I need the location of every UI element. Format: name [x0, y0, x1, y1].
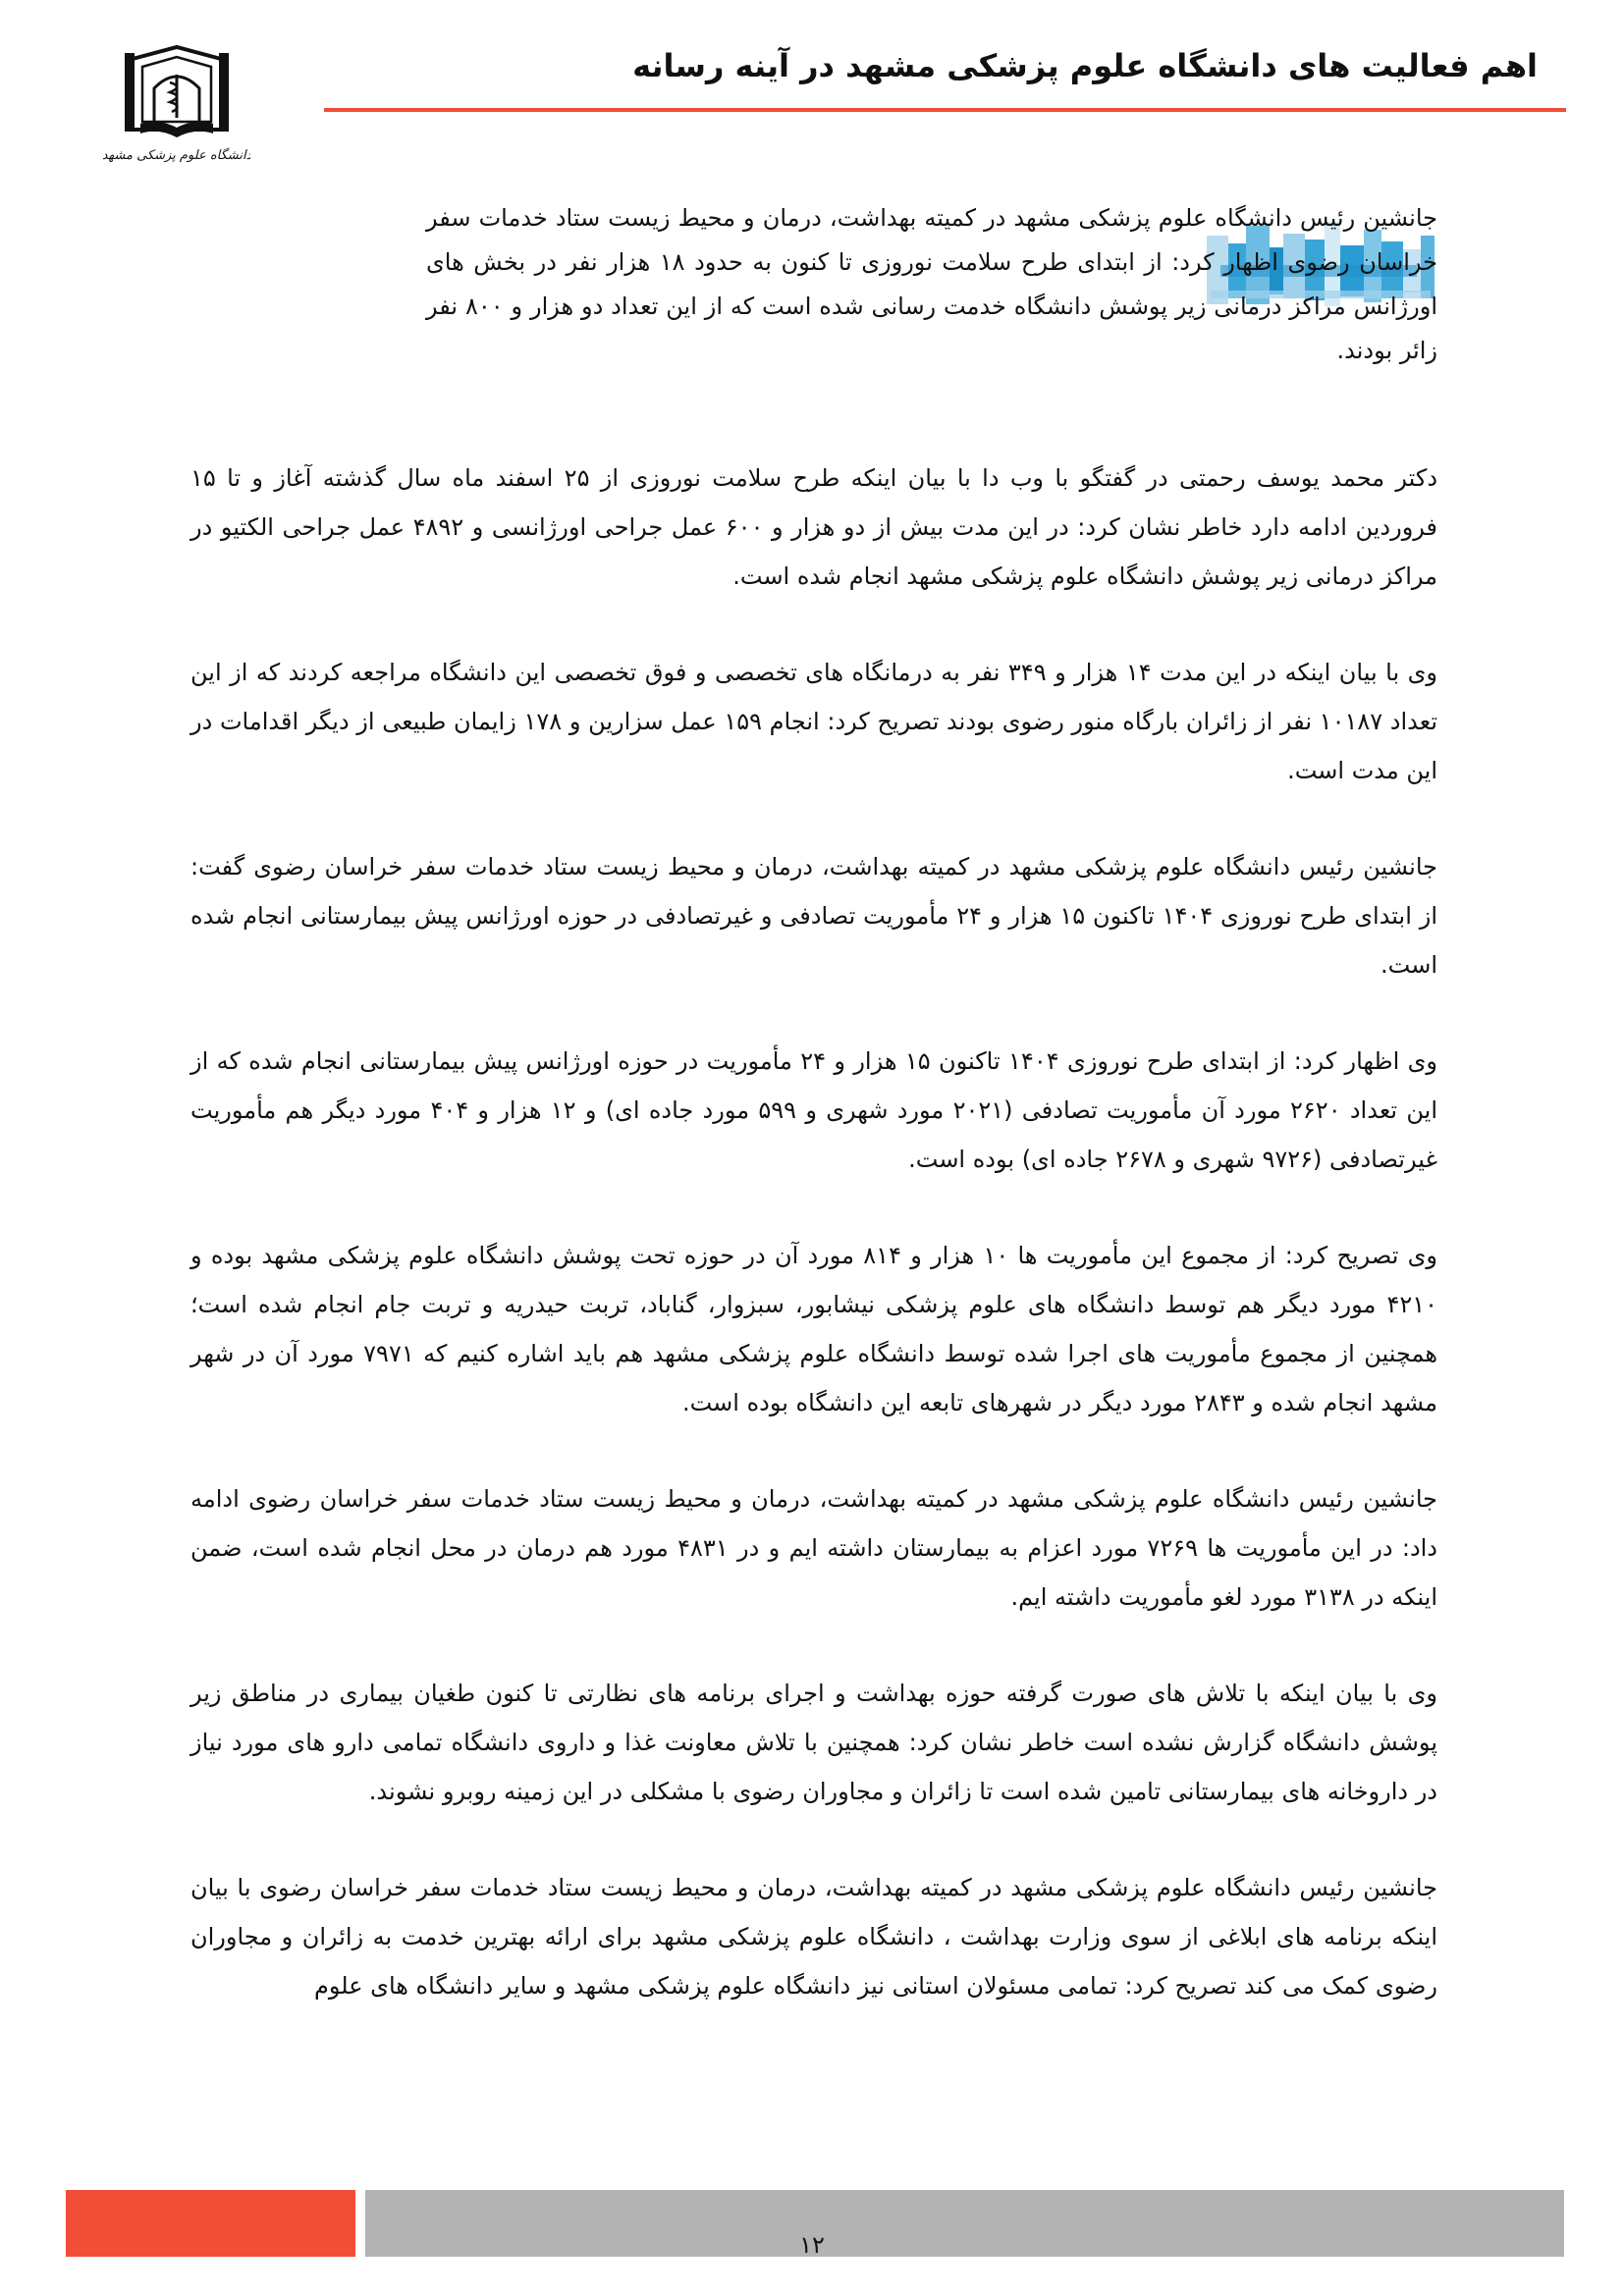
paragraph: وی با بیان اینکه در این مدت ۱۴ هزار و ۳۴۹ نفر به درمانگاه های تخصصی و فوق تخصصی این دانشگاه مراجعه کردند که از این تعداد ۱۰۱۸۷ نفر از زائران بارگاه منور رضوی بودند تصریح کرد: انجام ۱۵۹ عمل سزارین و ۱۷۸ زایمان طبیعی از دیگر اقدامات در این مدت است.: [190, 659, 1438, 784]
header-divider: [324, 108, 1566, 112]
university-emblem-icon: [103, 39, 250, 167]
article-body: [190, 454, 1437, 2057]
paragraph: وی با بیان اینکه با تلاش های صورت گرفته حوزه بهداشت و اجرای برنامه های نظارتی تا کنون طغیان بیماری در مناطق زیر پوشش دانشگاه گزارش نشده است خاطر نشان کرد: همچنین با تلاش معاونت غذا و داروی دانشگاه تمامی دارو های مورد نیاز در داروخانه های بیمارستانی تامین شده است تا زائران و مجاوران رضوی با مشکلی در این زمینه روبرو نشوند.: [190, 1680, 1437, 1805]
paragraph: وی تصریح کرد: از مجموع این مأموریت ها ۱۰ هزار و ۸۱۴ مورد آن در حوزه تحت پوشش دانشگاه علوم پزشکی مشهد بوده و ۴۲۱۰ مورد دیگر هم توسط دانشگاه های علوم پزشکی نیشابور، سبزوار، گناباد، تربت حیدریه و تربت جام انجام شده است؛ همچنین از مجموع مأموریت های اجرا شده توسط دانشگاه علوم پزشکی مشهد هم باید اشاره کنیم که ۷۹۷۱ مورد آن در شهر مشهد انجام شده و ۲۸۴۳ مورد دیگر در شهرهای تابعه این دانشگاه بوده است.: [190, 1242, 1437, 1416]
paragraph: جانشین رئیس دانشگاه علوم پزشکی مشهد در کمیته بهداشت، درمان و محیط زیست ستاد خدمات سفر خراسان رضوی ادامه داد: در این مأموریت ها ۷۲۶۹ مورد اعزام به بیمارستان داشته ایم و در ۴۸۳۱ مورد هم درمان در محل انجام شده است، ضمن اینکه در ۳۱۳۸ مورد لغو مأموریت داشته ایم.: [190, 1485, 1437, 1611]
paragraph: جانشین رئیس دانشگاه علوم پزشکی مشهد در کمیته بهداشت، درمان و محیط زیست ستاد خدمات سفر خراسان رضوی گفت: از ابتدای طرح نوروزی ۱۴۰۴ تاکنون ۱۵ هزار و ۲۴ مأموریت تصادفی و غیرتصادفی در حوزه اورژانس پیش بیمارستانی انجام شده است.: [190, 853, 1437, 979]
paragraph: وی اظهار کرد: از ابتدای طرح نوروزی ۱۴۰۴ تاکنون ۱۵ هزار و ۲۴ مأموریت در حوزه اورژانس پیش بیمارستانی انجام شده که از این تعداد ۲۶۲۰ مورد آن مأموریت تصادفی (۲۰۲۱ مورد شهری و ۵۹۹ مورد جاده ای) و ۱۲ هزار و ۴۰۴ مورد دیگر هم مأموریت غیرتصادفی (۹۷۲۶ شهری و ۲۶۷۸ جاده ای) بوده است.: [190, 1047, 1437, 1173]
intro-paragraph: جانشین رئیس دانشگاه علوم پزشکی مشهد در کمیته بهداشت، درمان و محیط زیست ستاد خدمات سفر خراسان رضوی اظهار کرد: از ابتدای طرح سلامت نوروزی تا کنون به حدود ۱۸ هزار نفر در بخش های اورژانس مراکز درمانی زیر پوشش دانشگاه خدمت رسانی شده است که از این تعداد دو هزار و ۸۰۰ نفر زائر بودند.: [426, 204, 1437, 364]
paragraph: دکتر محمد یوسف رحمتی در گفتگو با وب دا با بیان اینکه طرح سلامت نوروزی از ۲۵ اسفند ماه سال گذشته آغاز و تا ۱۵ فروردین ادامه دارد خاطر نشان کرد: در این مدت بیش از دو هزار و ۶۰۰ عمل جراحی اورژانسی و ۴۸۹۲ عمل جراحی الکتیو در مراکز درمانی زیر پوشش دانشگاه علوم پزشکی مشهد انجام شده است.: [190, 464, 1438, 590]
page-number: ۱۲: [799, 2231, 825, 2259]
page-title: اهم فعالیت های دانشگاه علوم پزشکی مشهد در آینه رسانه: [632, 47, 1538, 84]
logo-caption: دانشگاه علوم پزشکی مشهد: [103, 148, 250, 163]
paragraph: جانشین رئیس دانشگاه علوم پزشکی مشهد در کمیته بهداشت، درمان و محیط زیست ستاد خدمات سفر خراسان رضوی با بیان اینکه برنامه های ابلاغی از سوی وزارت بهداشت ، دانشگاه علوم پزشکی مشهد برای ارائه بهترین خدمت به زائران و مجاوران رضوی کمک می کند تصریح کرد: تمامی مسئولان استانی نیز دانشگاه علوم پزشکی مشهد و سایر دانشگاه های علوم: [190, 1874, 1437, 2000]
